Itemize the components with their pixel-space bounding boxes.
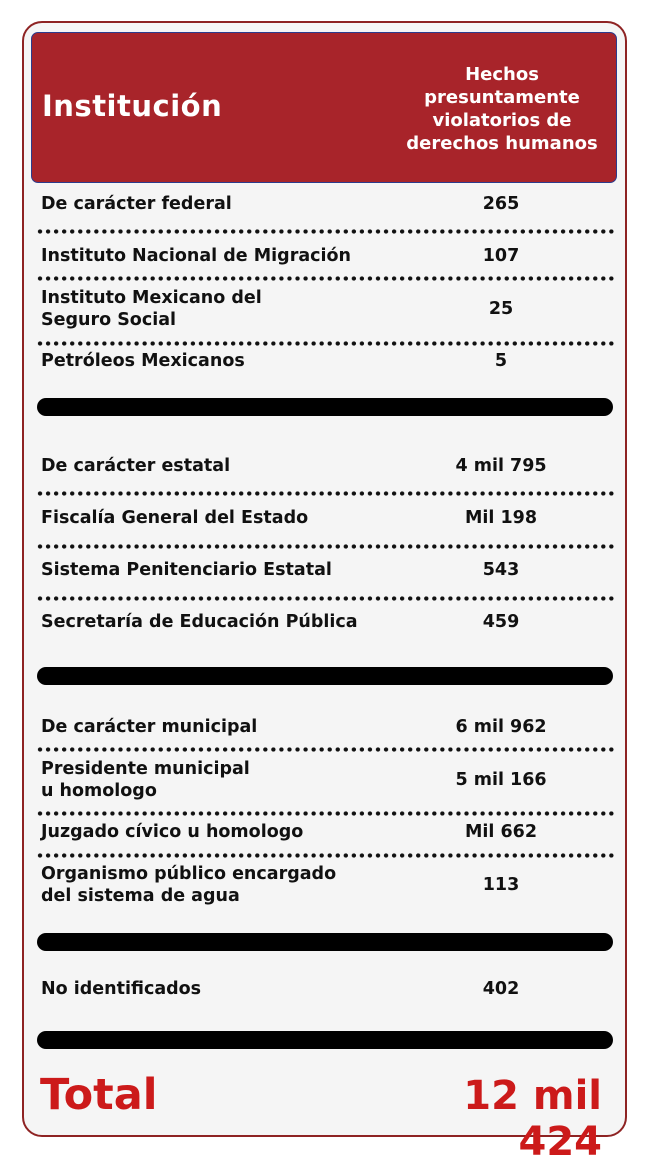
row-label: del sistema de agua <box>41 886 240 906</box>
row-value: 402 <box>482 979 520 999</box>
row-label: Secretaría de Educación Pública <box>41 612 358 632</box>
row-label: Fiscalía General del Estado <box>41 508 309 528</box>
row-label: Juzgado cívico u homologo <box>41 822 304 842</box>
section-divider-bar <box>37 1031 613 1049</box>
row-value: 107 <box>482 246 520 266</box>
section-divider-bar <box>37 667 613 685</box>
section-divider-bar <box>37 933 613 951</box>
dotted-divider <box>36 276 616 281</box>
row-label: Instituto Nacional de Migración <box>41 246 351 266</box>
row-label: Petróleos Mexicanos <box>41 351 245 371</box>
row-label: Organismo público encargado <box>41 864 337 884</box>
dotted-divider <box>36 853 616 858</box>
row-value: 543 <box>482 560 520 580</box>
header-line: violatorios de <box>432 110 572 131</box>
header-line: derechos humanos <box>406 133 598 154</box>
row-label: De carácter federal <box>41 194 232 214</box>
header-line: presuntamente <box>424 87 580 108</box>
dotted-divider <box>36 341 616 346</box>
row-value: Mil 662 <box>464 822 538 842</box>
dotted-divider <box>36 491 616 496</box>
row-label: De carácter estatal <box>41 456 231 476</box>
header-line: Hechos <box>465 64 539 85</box>
row-label: Seguro Social <box>41 310 177 330</box>
section-divider-bar <box>37 398 613 416</box>
row-value: 5 mil 166 <box>455 770 547 790</box>
dotted-divider <box>36 811 616 816</box>
row-value: 4 mil 795 <box>455 456 547 476</box>
row-label: Instituto Mexicano del <box>41 288 262 308</box>
dotted-divider <box>36 596 616 601</box>
dotted-divider <box>36 229 616 234</box>
row-value: 113 <box>482 875 520 895</box>
row-label: Presidente municipal <box>41 759 250 779</box>
row-label: u homologo <box>41 781 157 801</box>
row-label: De carácter municipal <box>41 717 258 737</box>
row-value: 265 <box>482 194 520 214</box>
row-value: 5 <box>494 351 508 371</box>
table-header <box>31 32 617 183</box>
total-label: Total <box>40 1070 158 1120</box>
header-facts-column <box>394 63 610 155</box>
row-value: 6 mil 962 <box>455 717 547 737</box>
row-value: Mil 198 <box>464 508 538 528</box>
header-institution: Institución <box>42 89 223 123</box>
total-value: 12 mil 424 <box>463 1073 602 1165</box>
row-label: No identificados <box>41 979 202 999</box>
dotted-divider <box>36 544 616 549</box>
row-label: Sistema Penitenciario Estatal <box>41 560 332 580</box>
dotted-divider <box>36 747 616 752</box>
row-value: 459 <box>482 612 520 632</box>
row-value: 25 <box>488 299 514 319</box>
